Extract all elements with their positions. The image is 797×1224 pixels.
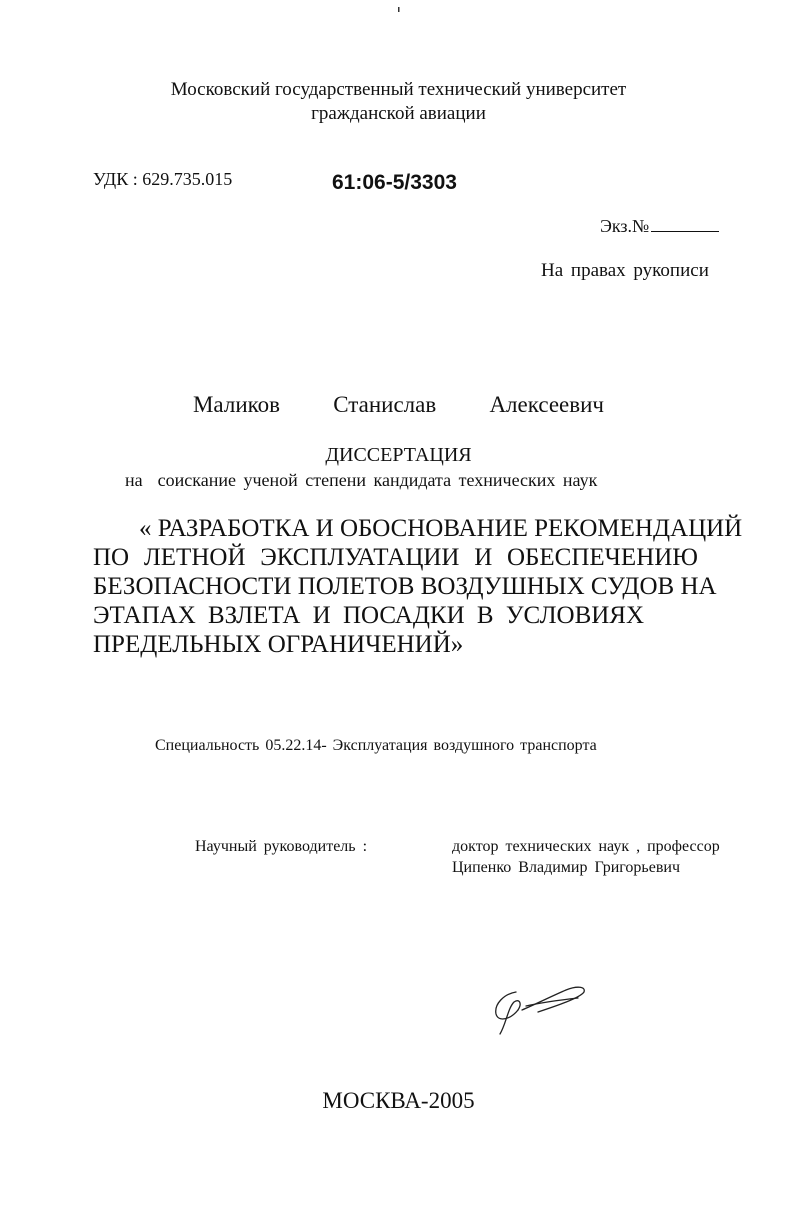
manuscript-rights: На правах рукописи: [541, 260, 709, 281]
copy-number: [600, 215, 719, 237]
author-name: Маликов Станислав Алексеевич: [192, 392, 604, 417]
university-name-line2: гражданской авиации: [311, 103, 486, 124]
topic-line: БЕЗОПАСНОСТИ ПОЛЕТОВ ВОЗДУШНЫХ СУДОВ НА: [93, 573, 717, 600]
archive-number: 61:06-5/3303: [332, 171, 457, 194]
udk-code: УДК : 629.735.015: [93, 169, 233, 189]
topic-line: « РАЗРАБОТКА И ОБОСНОВАНИЕ РЕКОМЕНДАЦИЙ: [139, 515, 743, 542]
copy-number-label: Экз.№: [600, 216, 650, 236]
university-name-line1: Московский государственный технический университет: [170, 79, 627, 100]
advisor-label: Научный руководитель :: [195, 838, 368, 855]
dissertation-title: ДИССЕРТАЦИЯ: [325, 444, 472, 466]
city-year: МОСКВА-2005: [322, 1088, 475, 1113]
speciality: Специальность 05.22.14- Эксплуатация воздушного транспорта: [155, 737, 597, 754]
scan-speck: [397, 0, 401, 18]
copy-number-blank: [651, 215, 719, 232]
dissertation-topic: [93, 514, 743, 659]
topic-line: ПО ЛЕТНОЙ ЭКСПЛУАТАЦИИ И ОБЕСПЕЧЕНИЮ: [93, 544, 698, 571]
topic-line: ЭТАПАХ ВЗЛЕТА И ПОСАДКИ В УСЛОВИЯХ: [93, 602, 645, 629]
dissertation-subtitle: на соискание ученой степени кандидата технических наук: [125, 470, 598, 490]
advisor-degree: доктор технических наук , профессор: [452, 838, 720, 855]
topic-line: ПРЕДЕЛЬНЫХ ОГРАНИЧЕНИЙ»: [93, 631, 464, 658]
advisor-name: Ципенко Владимир Григорьевич: [452, 859, 680, 876]
advisor-signature: [486, 980, 596, 1045]
